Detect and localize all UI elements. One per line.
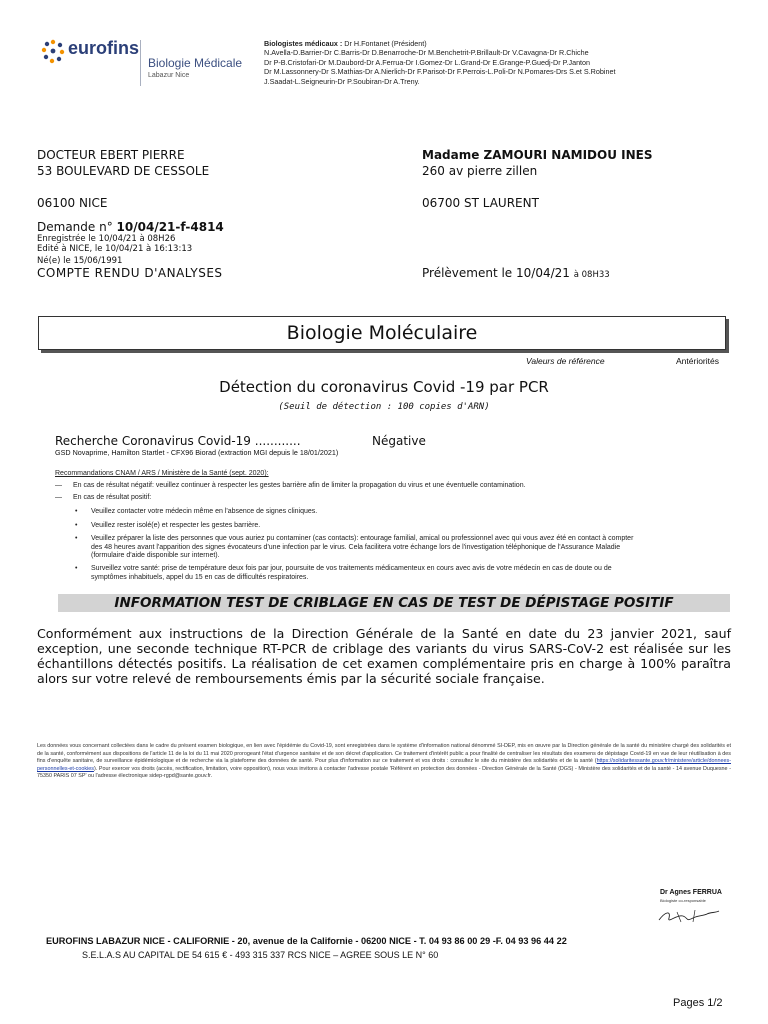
legal-text: Les données vous concernant collectées dans le cadre du présent examen biologique, en lien avec l'épidémie du Covid-19, sont enregistrées dans le système d'information national dénommé SI-DEP, mis en œuvre par la Direction générale de la santé du ministère chargé des solidarités et de la santé, conformément aux dispositions de l'article 11 de la loi du 11 mai 2020 prorogeant l'état d'urgence sanitaire et de son décret d'application. Ce traitement d'intérêt public a pour finalité de centraliser les résultats des examens de dépistage Covid-19 en vue de leur réutilisation à des fins d'enquête sanitaire, de surveillance épidémiologique et de recherche via la plateforme des données de santé. Pour plus d'information sur ce traitement et vos droits : consultez le site du ministère des solidarités et de la santé ( — [37, 743, 731, 765]
biologists-line: J.Saadat-L.Seigneurin-Dr P.Soubiran-Dr A.Treny. — [264, 76, 420, 86]
report-title: COMPTE RENDU D'ANALYSES — [37, 266, 223, 280]
logo-divider — [140, 40, 141, 86]
request-details — [37, 234, 192, 266]
recommendations-heading-text: Recommandations CNAM / ARS / Ministère de la Santé (sept. 2020): — [55, 470, 269, 477]
registered-date: Enregistrée le 10/04/21 à 08H26 — [37, 234, 176, 244]
reco-item-text: (formulaire d'aide disponible sur internet). — [91, 552, 220, 560]
biologists-list — [264, 39, 734, 86]
doctor-name: DOCTEUR EBERT PIERRE — [37, 148, 185, 162]
patient-street: 260 av pierre zillen — [422, 164, 538, 178]
biologists-label: Biologistes médicaux : — [264, 39, 343, 48]
reco-item-text: Veuillez préparer la liste des personnes que vous auriez pu contaminer (cas contacts): entourage familial, amical ou professionnel avec qui vous avez été en contact à compter — [91, 535, 634, 542]
signatory-name: Dr Agnes FERRUA — [660, 889, 722, 896]
reco-positive — [55, 494, 735, 503]
sampling-info — [422, 265, 610, 283]
biologists-line: Dr M.Lassonnery-Dr S.Mathias-Dr A.Nierlich-Dr F.Parisot-Dr F.Perrois-L.Poli-Dr N.Pomares-Drs S.et S.Robinet — [264, 67, 616, 77]
signature-icon — [655, 904, 723, 926]
doctor-street: 53 BOULEVARD DE CESSOLE — [37, 164, 210, 178]
birth-date: Né(e) le 15/06/1991 — [37, 256, 123, 266]
legal-notice — [37, 743, 731, 781]
reco-positive-text: En cas de résultat positif: — [73, 494, 152, 501]
sampling-time: à 08H33 — [573, 270, 610, 280]
reco-item-text: des 48 heures avant l'apparition des signes évocateurs d'une infection par le virus. Cela facilitera votre échange lors de l'investigation téléphonique de l'Assurance Maladie — [91, 543, 621, 551]
request-label: Demande n° — [37, 220, 113, 234]
reco-item — [75, 535, 735, 561]
test-result: Négative — [372, 434, 426, 448]
bullet-icon: • — [75, 535, 78, 542]
reco-item-text: symptômes inhabituels, appel du 15 en cas de difficultés respiratoires. — [91, 573, 309, 581]
patient-name: Madame ZAMOURI NAMIDOU INES — [422, 148, 653, 162]
reco-item-text: Veuillez rester isolé(e) et respecter les gestes barrière. — [91, 522, 261, 529]
patient-city: 06700 ST LAURENT — [422, 196, 539, 210]
dash-icon: — — [55, 494, 62, 501]
patient-address — [422, 147, 652, 211]
screening-paragraph: Conformément aux instructions de la Direction Générale de la Santé en date du 23 janvier 2021, sauf exception, une seconde technique RT-PCR de criblage des variants du virus SARS-CoV-2 est réalisée sur les échantillons détectés positifs. La réalisation de cet examen complémentaire pris en charge à 100% paraîtra alors sur votre relevé de remboursements émis par la sécurité sociale française. — [37, 626, 731, 686]
dash-icon: — — [55, 482, 62, 489]
bullet-icon: • — [75, 522, 78, 529]
edited-date: Edité à NICE, le 10/04/21 à 16:13:13 — [37, 244, 193, 254]
biologists-line: Dr P-B.Cristofari-Dr M.Daubord-Dr A.Ferrua-Dr I.Gomez-Dr L.Grand-Dr E.Grange-P.Guedj-Dr P.Janton — [264, 57, 591, 67]
reco-item-text: Surveillez votre santé: prise de température deux fois par jour, poursuite de vos traitements médicamenteux en cours avec avis de votre médecin en cas de doute ou de — [91, 565, 612, 572]
reco-item — [75, 508, 735, 517]
reco-item — [75, 565, 735, 582]
eurofins-logo — [40, 36, 250, 96]
test-title: Détection du coronavirus Covid -19 par PCR — [219, 378, 549, 396]
legal-text: ). Pour exercer vos droits (accès, rectification, limitation, voire opposition), nous vous invitons à contacter l'adresse postale 'Référent en protection des données - Direction Générale de la Santé (DGS) - Ministère des solidarités et de la santé - 14 avenue Duquesne - 75350 PARIS 07 SP' ou l'adresse électronique sidep-rgpd@sante.gouv.fr. — [37, 765, 731, 780]
eurofins-dots-icon — [40, 38, 66, 64]
signatory-role: Biologiste co-responsable — [660, 898, 706, 903]
recommendations-heading — [55, 470, 269, 479]
biologists-president: Dr H.Fontanet (Président) — [344, 39, 427, 48]
bullet-icon: • — [75, 508, 78, 515]
lab-legal-footer: S.E.L.A.S AU CAPITAL DE 54 615 € - 493 315 337 RCS NICE – AGREE SOUS LE N° 60 — [82, 950, 439, 960]
logo-subtitle: Biologie Médicale — [148, 56, 243, 70]
section-header-box — [38, 316, 726, 350]
lab-address-footer: EUROFINS LABAZUR NICE - CALIFORNIE - 20, avenue de la Californie - 06200 NICE - T. 04 93 86 00 29 -F. 04 93 96 44 22 — [46, 936, 567, 946]
section-title: Biologie Moléculaire — [286, 322, 478, 344]
legal-link[interactable]: https://solidaritessante.gouv.fr/ministere/article/donnees-personnelles-et-cookies — [37, 758, 731, 772]
bullet-icon: • — [75, 565, 78, 572]
sampling-date: Prélèvement le 10/04/21 — [422, 266, 570, 280]
doctor-address — [37, 147, 209, 211]
reference-values-header: Valeurs de référence — [526, 356, 605, 366]
page-counter: Pages 1/2 — [673, 997, 723, 1009]
request-id: 10/04/21-f-4814 — [116, 220, 224, 234]
previous-results-header: Antériorités — [676, 356, 719, 366]
reco-negative — [55, 482, 735, 491]
test-name: Recherche Coronavirus Covid-19 ............ — [55, 434, 301, 448]
doctor-city: 06100 NICE — [37, 196, 108, 210]
reco-negative-text: En cas de résultat négatif: veuillez continuer à respecter les gestes barrière afin de limiter la propagation du virus et une éventuelle contamination. — [73, 482, 526, 489]
test-method: GSD Novaprime, Hamilton Startlet - CFX96 Biorad (extraction MGI depuis le 18/01/2021) — [55, 448, 339, 457]
request-number — [37, 219, 224, 235]
logo-site: Labazur Nice — [148, 72, 190, 79]
biologists-line: N.Avella-D.Barrier-Dr C.Barris-Dr D.Benarroche-Dr M.Benchetrit-P.Brillault-Dr V.Cavagna-Dr R.Chiche — [264, 48, 589, 58]
logo-brand: eurofins — [68, 38, 140, 58]
test-threshold: (Seuil de détection : 100 copies d'ARN) — [278, 402, 490, 412]
reco-item-text: Veuillez contacter votre médecin même en l'absence de signes cliniques. — [91, 508, 318, 515]
reco-item — [75, 522, 735, 531]
screening-banner: INFORMATION TEST DE CRIBLAGE EN CAS DE TEST DE DÉPISTAGE POSITIF — [58, 594, 730, 612]
